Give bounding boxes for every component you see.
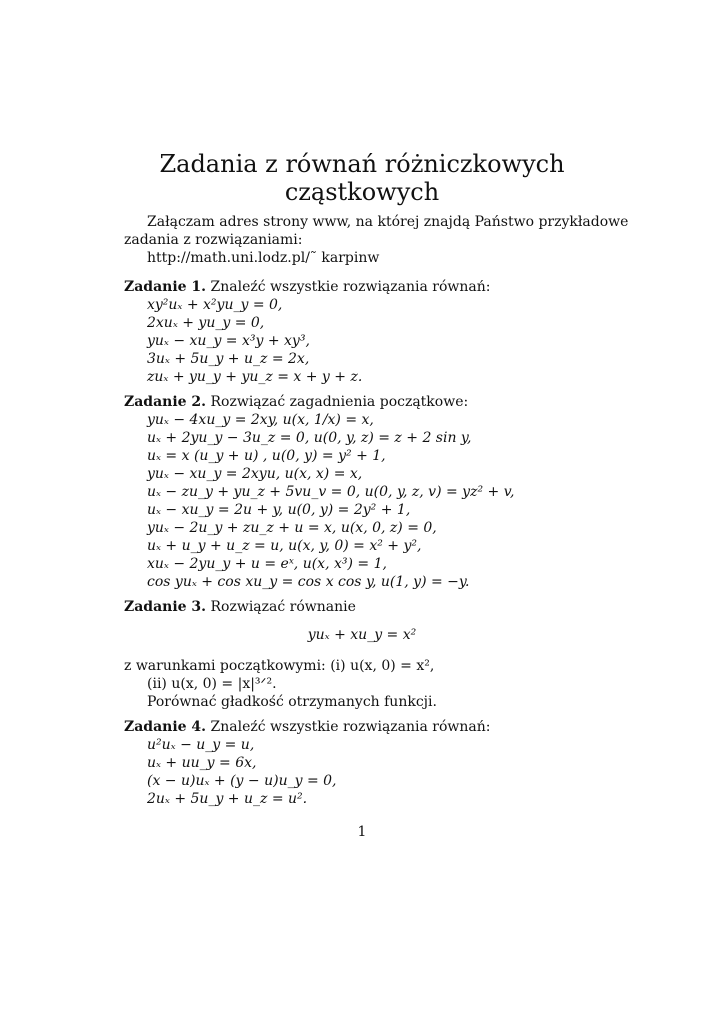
task-2-equation-10: cos yuₓ + cos xu_y = cos x cos y, u(1, y) = −y.	[147, 574, 470, 590]
task-2-label: Zadanie 2.	[124, 394, 207, 410]
task-3-label: Zadanie 3.	[124, 599, 207, 615]
task-3-conditions-line-1: z warunkami początkowymi: (i) u(x, 0) = x²,	[124, 658, 435, 674]
task-2-heading	[124, 393, 468, 411]
intro-line-2: zadania z rozwiązaniami:	[124, 232, 303, 248]
task-2-equation-2: uₓ + 2yu_y − 3u_z = 0, u(0, y, z) = z + 2 sin y,	[147, 430, 472, 446]
task-2-equation-1: yuₓ − 4xu_y = 2xy, u(x, 1/x) = x,	[147, 412, 374, 428]
task-3-note: Porównać gładkość otrzymanych funkcji.	[147, 694, 437, 710]
title-line-1: Zadania z równań różniczkowych	[159, 150, 565, 178]
task-1-label: Zadanie 1.	[124, 279, 207, 295]
document-title	[0, 150, 724, 206]
task-1-equation-1: xy²uₓ + x²yu_y = 0,	[147, 297, 283, 313]
task-4-heading	[124, 718, 491, 736]
task-1-heading	[124, 278, 491, 296]
intro-url[interactable]: http://math.uni.lodz.pl/˜ karpinw	[147, 250, 380, 266]
task-4-label: Zadanie 4.	[124, 719, 207, 735]
page-number: 1	[357, 824, 367, 840]
task-4-text: Znaleźć wszystkie rozwiązania równań:	[210, 719, 491, 735]
task-2-equation-8: uₓ + u_y + u_z = u, u(x, y, 0) = x² + y²,	[147, 538, 422, 554]
task-4-equation-1: u²uₓ − u_y = u,	[147, 737, 255, 753]
task-2-equation-5: uₓ − zu_y + yu_z + 5vu_v = 0, u(0, y, z, v) = yz² + v,	[147, 484, 515, 500]
task-1-equation-3: yuₓ − xu_y = x³y + xy³,	[147, 333, 310, 349]
task-4-equation-2: uₓ + uu_y = 6x,	[147, 755, 257, 771]
task-2-equation-4: yuₓ − xu_y = 2xyu, u(x, x) = x,	[147, 466, 363, 482]
intro-line-1: Załączam adres strony www, na której znajdą Państwo przykładowe	[147, 214, 629, 230]
task-2-equation-9: xuₓ − 2yu_y + u = eˣ, u(x, x³) = 1,	[147, 556, 387, 572]
task-1-equation-2: 2xuₓ + yu_y = 0,	[147, 315, 265, 331]
task-1-equation-5: zuₓ + yu_y + yu_z = x + y + z.	[147, 369, 363, 385]
task-3-heading	[124, 598, 356, 616]
title-line-2: cząstkowych	[284, 178, 440, 206]
task-1-text: Znaleźć wszystkie rozwiązania równań:	[210, 279, 491, 295]
task-2-text: Rozwiązać zagadnienia początkowe:	[210, 394, 469, 410]
task-3-text: Rozwiązać równanie	[210, 599, 356, 615]
task-2-equation-7: yuₓ − 2u_y + zu_z + u = x, u(x, 0, z) = 0,	[147, 520, 437, 536]
task-1-equation-4: 3uₓ + 5u_y + u_z = 2x,	[147, 351, 310, 367]
task-4-equation-3: (x − u)uₓ + (y − u)u_y = 0,	[147, 773, 337, 789]
task-4-equation-4: 2uₓ + 5u_y + u_z = u².	[147, 791, 308, 807]
task-2-equation-6: uₓ − xu_y = 2u + y, u(0, y) = 2y² + 1,	[147, 502, 411, 518]
task-3-conditions-line-2: (ii) u(x, 0) = |x|³ᐟ².	[147, 676, 277, 692]
task-3-display-equation: yuₓ + xu_y = x²	[307, 627, 417, 643]
task-2-equation-3: uₓ = x (u_y + u) , u(0, y) = y² + 1,	[147, 448, 386, 464]
